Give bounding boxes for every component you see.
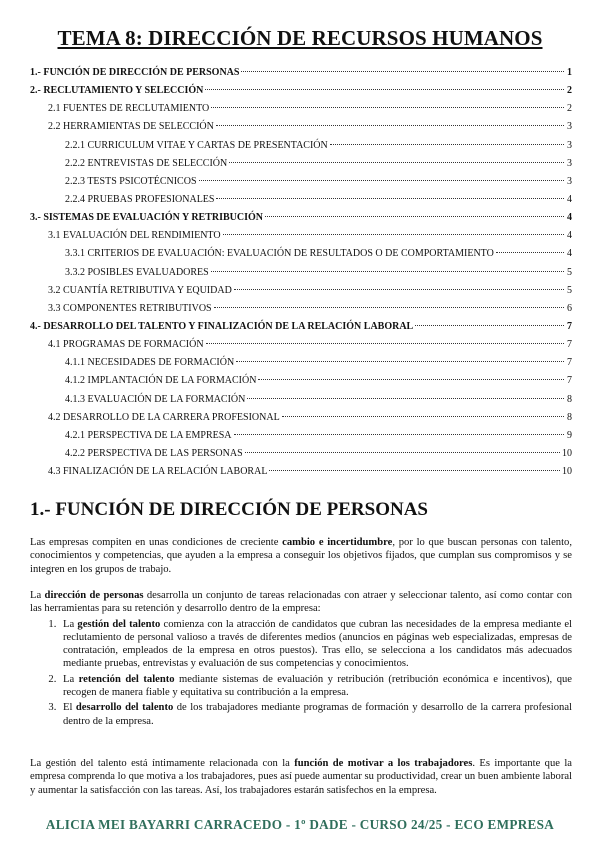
toc-page-number: 3 [567,175,572,187]
toc-entry-title: 2.1 FUENTES DE RECLUTAMIENTO [48,103,210,115]
toc-page-number: 1 [567,67,572,78]
toc-entry[interactable] [30,191,572,209]
toc-dot-leader [245,452,560,453]
toc-entry-title: 4.1 PROGRAMAS DE FORMACIÓN [48,339,204,351]
toc-entry[interactable] [30,264,572,282]
item-text: de los trabajadores mediante programas de formación y desarrollo de la carrera profesional dentro de la empresa. [63,702,572,727]
toc-dot-leader [211,271,564,272]
toc-entry[interactable] [30,300,572,318]
paragraph-emphasis: dirección de personas [44,590,144,601]
toc-page-number: 4 [567,248,572,260]
item-text: mediante sistemas de evaluación y retribución (retribución económica e incentivos), que recogen de manera fiable y equitativa su contribución a la empresa. [63,673,572,699]
document-title: TEMA 8: DIRECCIÓN DE RECURSOS HUMANOS [57,26,543,50]
toc-page-number: 5 [567,284,572,296]
toc-dot-leader [214,307,564,308]
paragraph-motivacion [30,757,572,797]
toc-entry[interactable] [30,209,572,227]
toc-page-number: 7 [567,375,572,387]
toc-page-number: 10 [562,466,572,478]
toc-dot-leader [265,216,564,217]
toc-dot-leader [211,107,564,108]
toc-entry[interactable] [30,427,572,445]
paragraph-emphasis: cambio e incertidumbre [282,537,393,548]
toc-entry-title: 4.1.1 NECESIDADES DE FORMACIÓN [65,357,235,369]
toc-entry[interactable] [30,463,572,481]
toc-entry[interactable] [30,155,572,173]
toc-page-number: 3 [567,121,572,133]
toc-page-number: 3 [567,157,572,169]
item-emphasis: desarrollo del talento [75,702,174,714]
toc-entry-title: 4.1.3 EVALUACIÓN DE LA FORMACIÓN [65,393,246,405]
list-item [59,673,572,700]
toc-entry[interactable] [30,409,572,427]
toc-entry[interactable] [30,372,572,390]
toc-page-number: 8 [567,393,572,405]
item-text: El [63,702,76,714]
toc-page-number: 4 [567,193,572,205]
toc-dot-leader [216,198,564,199]
paragraph-direccion [30,589,572,732]
toc-page-number: 2 [567,103,572,115]
toc-entry-title: 3.1 EVALUACIÓN DEL RENDIMIENTO [48,230,221,242]
list-item [59,618,572,671]
toc-entry-title: 4.1.2 IMPLANTACIÓN DE LA FORMACIÓN [65,375,257,387]
toc-entry[interactable] [30,391,572,409]
toc-entry-title: 4.3 FINALIZACIÓN DE LA RELACIÓN LABORAL [48,466,268,478]
toc-dot-leader [258,379,564,380]
toc-entry[interactable] [30,336,572,354]
toc-dot-leader [496,252,564,253]
toc-entry-title: 4.2.2 PERSPECTIVA DE LAS PERSONAS [65,447,243,459]
toc-entry[interactable] [30,227,572,245]
toc-entry-title: 1.- FUNCIÓN DE DIRECCIÓN DE PERSONAS [30,67,240,78]
toc-entry-title: 4.- DESARROLLO DEL TALENTO Y FINALIZACIÓN DE LA RELACIÓN LABORAL [30,320,414,332]
toc-dot-leader [330,144,564,145]
toc-entry[interactable] [30,64,572,82]
toc-entry[interactable] [30,318,572,336]
item-text: La [63,618,78,630]
paragraph-emphasis: función de motivar a los trabajadores [294,758,473,769]
toc-entry-title: 2.- RECLUTAMIENTO Y SELECCIÓN [30,85,204,97]
paragraph-text: , por lo que buscan personas con talento, conocimientos y competencias, que ayuden a la empresa a conseguir los objetivos fijados, que cumplan sus compromisos y se integren en los grupos de trabajo. [30,537,572,575]
paragraph-text: . Es importante que la empresa comprenda lo que motiva a los trabajadores, pues así puede aumentar su productividad, crear un buen ambiente laboral y aumentar la satisfacción con las tareas. Así, los trabajadores estarán satisfechos en la empresa. [30,758,573,796]
toc-entry[interactable] [30,245,572,263]
toc-page-number: 10 [562,447,572,459]
toc-entry-title: 3.- SISTEMAS DE EVALUACIÓN Y RETRIBUCIÓN [30,212,264,224]
toc-entry-title: 2.2.2 ENTREVISTAS DE SELECCIÓN [65,157,228,169]
toc-dot-leader [234,289,564,290]
toc-entry[interactable] [30,282,572,300]
toc-entry-title: 2.2 HERRAMIENTAS DE SELECCIÓN [48,121,214,133]
toc-dot-leader [216,125,564,126]
toc-page-number: 9 [567,429,572,441]
toc-dot-leader [269,470,560,471]
paragraph-text: desarrolla un conjunto de tareas relacionadas con atraer y seleccionar talento, así como contar con las herramientas para su retención y desarrollo dentro de la empresa: [30,590,572,615]
list-item [59,701,572,728]
toc-dot-leader [199,180,564,181]
paragraph-text: La [30,590,45,601]
toc-entry[interactable] [30,173,572,191]
item-text: comienza con la atracción de candidatos que cubran las necesidades de la empresa mediante el reclutamiento de personal valioso a través de diferentes medios (anuncios en páginas web especializadas, empresas de contratación, empleados de la empresa en otros puestos). Tras ello, se selecciona a los candidatos más adecuados mediante pruebas, entrevistas y evaluación de sus competencias y conocimientos. [63,618,572,670]
toc-page-number: 6 [567,302,572,314]
toc-entry-title: 3.3.1 CRITERIOS DE EVALUACIÓN: EVALUACIÓN DE RESULTADOS O DE COMPORTAMIENTO [65,248,494,260]
toc-page-number: 2 [567,85,572,97]
item-emphasis: gestión del talento [77,618,161,630]
toc-entry-title: 3.3.2 POSIBLES EVALUADORES [65,266,209,278]
toc-entry-title: 2.2.3 TESTS PSICOTÉCNICOS [65,175,197,187]
toc-page-number: 3 [567,139,572,151]
toc-entry-title: 2.2.1 CURRICULUM VITAE Y CARTAS DE PRESENTACIÓN [65,139,328,151]
numbered-list [30,618,572,728]
section-heading: 1.- FUNCIÓN DE DIRECCIÓN DE PERSONAS [30,499,428,520]
toc-entry[interactable] [30,82,572,100]
paragraph-text: La gestión del talento está íntimamente relacionada con la [30,758,295,769]
item-text: La [63,673,79,685]
toc-page-number: 8 [567,411,572,423]
toc-entry-title: 2.2.4 PRUEBAS PROFESIONALES [65,193,215,205]
toc-dot-leader [247,398,564,399]
toc-entry[interactable] [30,137,572,155]
toc-dot-leader [282,416,564,417]
toc-page-number: 7 [567,320,572,332]
paragraph-text: Las empresas compiten en unas condiciones de creciente [30,537,283,548]
toc-page-number: 4 [567,212,572,224]
toc-entry[interactable] [30,100,572,118]
paragraph-intro [30,536,572,576]
toc-entry-title: 4.2 DESARROLLO DE LA CARRERA PROFESIONAL [48,411,280,423]
toc-entry[interactable] [30,354,572,372]
toc-dot-leader [234,434,564,435]
toc-entry-title: 3.3 COMPONENTES RETRIBUTIVOS [48,302,212,314]
toc-page-number: 5 [567,266,572,278]
toc-dot-leader [415,325,564,326]
toc-entry[interactable] [30,445,572,463]
toc-dot-leader [205,89,564,90]
toc-entry-title: 4.2.1 PERSPECTIVA DE LA EMPRESA [65,429,232,441]
toc-dot-leader [236,361,564,362]
toc-page-number: 7 [567,339,572,351]
toc-entry-title: 3.2 CUANTÍA RETRIBUTIVA Y EQUIDAD [48,284,232,296]
toc-dot-leader [241,71,564,72]
item-emphasis: retención del talento [78,673,175,685]
toc-page-number: 4 [567,230,572,242]
toc-page-number: 7 [567,357,572,369]
toc-dot-leader [229,162,564,163]
toc-entry[interactable] [30,118,572,136]
toc-dot-leader [223,234,564,235]
toc-dot-leader [206,343,564,344]
table-of-contents [30,64,572,481]
page-footer: ALICIA MEI BAYARRI CARRACEDO - 1º DADE - CURSO 24/25 - ECO EMPRESA [45,817,555,832]
